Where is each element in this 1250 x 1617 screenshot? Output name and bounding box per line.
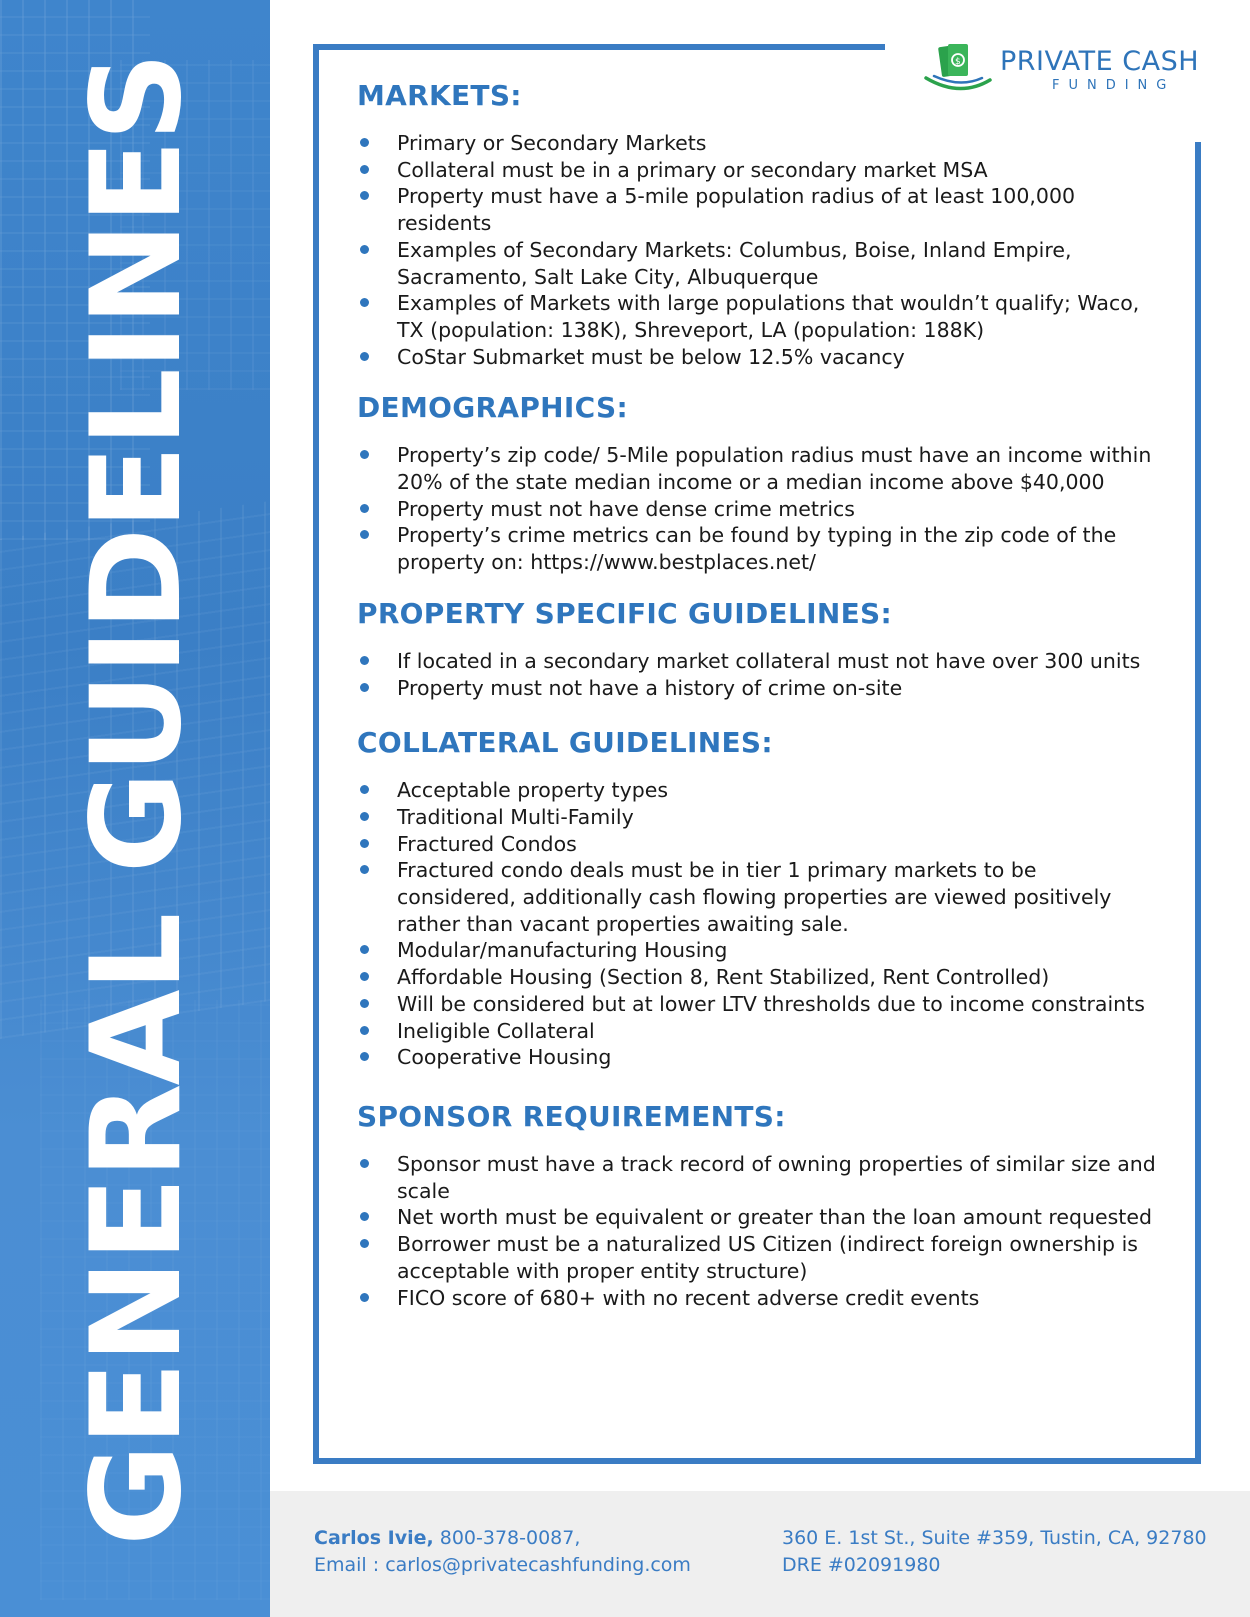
logo-wordmark: PRIVATE CASH [1000, 46, 1200, 77]
guidelines-content [357, 76, 1157, 1311]
list-item: Affordable Housing (Section 8, Rent Stabilized, Rent Controlled) [357, 964, 1157, 991]
list-item: Property must have a 5-mile population radius of at least 100,000 residents [357, 183, 1157, 236]
bullet-list [357, 130, 1157, 370]
footer-address [782, 1525, 1207, 1579]
list-item: FICO score of 680+ with no recent adverse credit events [357, 1285, 1157, 1312]
section-property-specific [357, 594, 1157, 701]
section-sponsor [357, 1097, 1157, 1311]
sidebar-banner [0, 0, 270, 1617]
dre-number: DRE #02091980 [782, 1554, 941, 1576]
frame-border-right [1195, 142, 1201, 1464]
contact-email[interactable]: Email : carlos@privatecashfunding.com [314, 1554, 691, 1576]
list-item: Net worth must be equivalent or greater than the loan amount requested [357, 1204, 1157, 1231]
list-item: Traditional Multi-Family [357, 804, 1157, 831]
address-line: 360 E. 1st St., Suite #359, Tustin, CA, 92780 [782, 1527, 1207, 1549]
list-item: Property’s zip code/ 5-Mile population radius must have an income within 20% of the state median income or a median income above $40,000 [357, 442, 1157, 495]
page-title: GENERAL GUIDELINES [65, 54, 209, 1546]
bullet-list [357, 777, 1157, 1071]
frame-border-bottom [313, 1458, 1201, 1464]
list-item: Sponsor must have a track record of owning properties of similar size and scale [357, 1151, 1157, 1204]
list-item: Acceptable property types [357, 777, 1157, 804]
section-demographics [357, 388, 1157, 576]
footer [270, 1491, 1250, 1617]
list-item: Modular/manufacturing Housing [357, 937, 1157, 964]
bullet-list [357, 1151, 1157, 1311]
frame-border-top [313, 44, 885, 50]
section-collateral [357, 723, 1157, 1071]
section-heading: SPONSOR REQUIREMENTS: [357, 1099, 786, 1133]
logo-subtitle: FUNDING [1052, 78, 1176, 93]
section-heading: DEMOGRAPHICS: [357, 391, 628, 425]
list-item: Property must not have dense crime metrics [357, 496, 1157, 523]
contact-name: Carlos Ivie, [314, 1527, 434, 1549]
list-item: Cooperative Housing [357, 1044, 1157, 1071]
bullet-list [357, 442, 1157, 576]
list-item: Examples of Secondary Markets: Columbus, Boise, Inland Empire, Sacramento, Salt Lake City, Albuquerque [357, 237, 1157, 290]
list-item: Examples of Markets with large populations that wouldn’t qualify; Waco, TX (population: 138K), Shreveport, LA (population: 188K) [357, 290, 1157, 343]
section-markets [357, 76, 1157, 370]
list-item: Property must not have a history of crime on-site [357, 675, 1157, 702]
list-item: CoStar Submarket must be below 12.5% vacancy [357, 344, 1157, 371]
section-heading: COLLATERAL GUIDELINES: [357, 726, 773, 760]
section-heading: PROPERTY SPECIFIC GUIDELINES: [357, 596, 892, 630]
contact-phone[interactable]: 800-378-0087, [433, 1527, 581, 1549]
section-heading: MARKETS: [357, 79, 522, 112]
list-item: Collateral must be in a primary or secondary market MSA [357, 157, 1157, 184]
list-item: Will be considered but at lower LTV thresholds due to income constraints [357, 991, 1157, 1018]
frame-border-left [313, 44, 319, 1464]
footer-contact [314, 1525, 691, 1579]
list-item: Borrower must be a naturalized US Citizen (indirect foreign ownership is acceptable with proper entity structure) [357, 1231, 1157, 1284]
list-item: Fractured condo deals must be in tier 1 primary markets to be considered, additionally cash flowing properties are viewed positively rather than vacant properties awaiting sale. [357, 857, 1157, 937]
svg-text:$: $ [955, 57, 961, 67]
list-item: Primary or Secondary Markets [357, 130, 1157, 157]
list-item: Ineligible Collateral [357, 1018, 1157, 1045]
list-item: Property’s crime metrics can be found by typing in the zip code of the property on: https://www.bestplaces.net/ [357, 522, 1157, 575]
list-item: If located in a secondary market collateral must not have over 300 units [357, 648, 1157, 675]
list-item: Fractured Condos [357, 831, 1157, 858]
bullet-list [357, 648, 1157, 701]
